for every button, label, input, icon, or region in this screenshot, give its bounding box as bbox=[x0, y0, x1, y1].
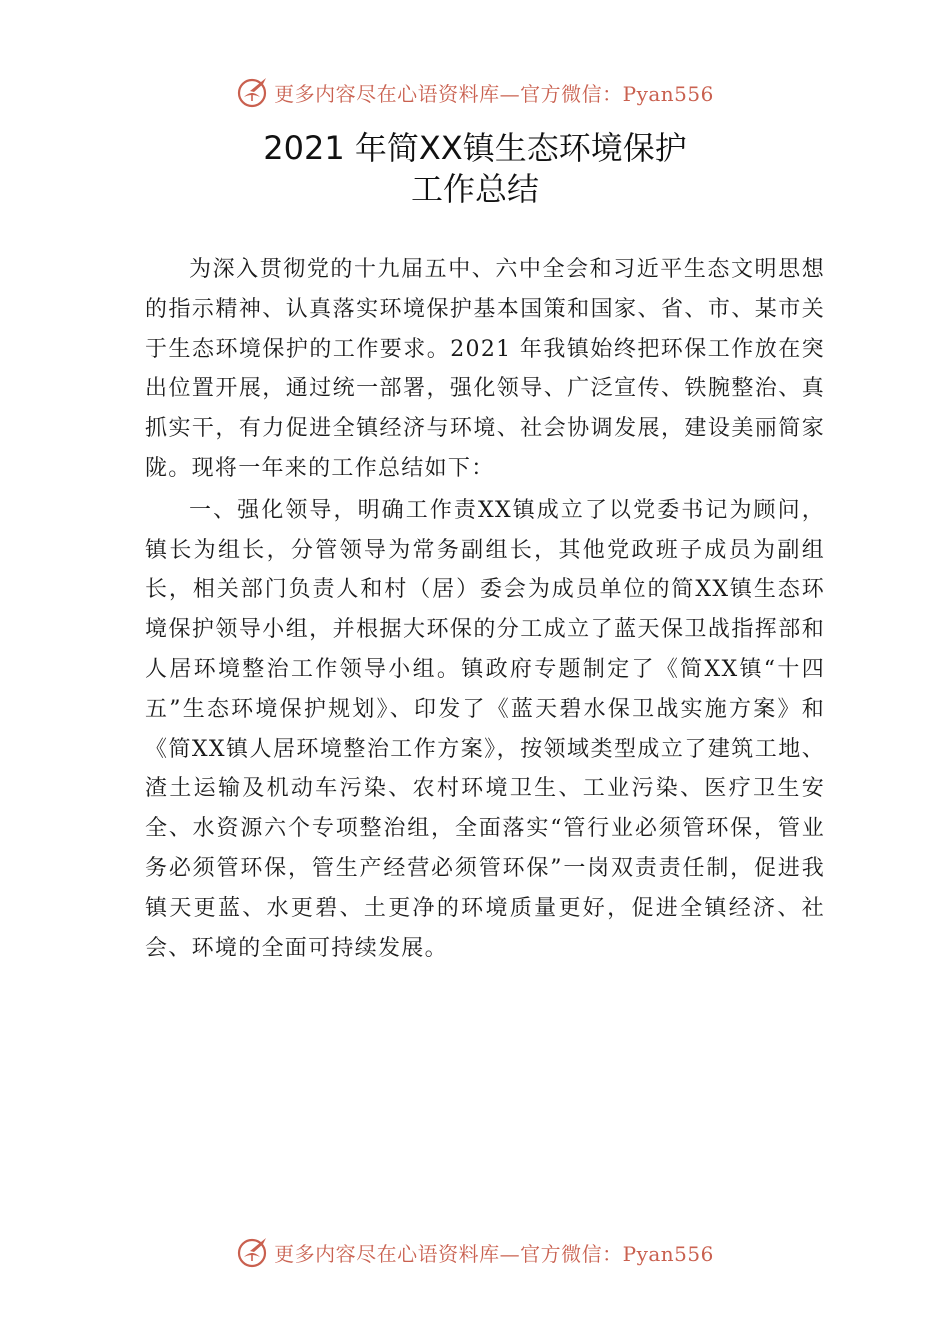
header-banner bbox=[0, 70, 950, 114]
document-title-line-1: 2021 年简XX镇生态环境保护 bbox=[263, 129, 687, 167]
book-quill-logo-icon bbox=[236, 1235, 270, 1269]
footer-banner bbox=[0, 1230, 950, 1274]
document-title-line-2: 工作总结 bbox=[410, 170, 539, 208]
banner-text: 更多内容尽在心语资料库—官方微信：Pyan556 bbox=[274, 81, 714, 106]
book-quill-logo-icon bbox=[236, 75, 270, 109]
paragraph-intro: 为深入贯彻党的十九届五中、六中全会和习近平生态文明思想的指示精神、认真落实环境保护基本国策和国家、省、市、某市关于生态环境保护的工作要求。2021 年我镇始终把环保工作放在突出位置开展，通过统一部署，强化领导、广泛宣传、铁腕整治、真抓实干，有力促进全镇经济与环境、社会协调发展，建设美丽简家陇。现将一年来的工作总结如下： bbox=[145, 257, 825, 481]
paragraph-section-1: 一、强化领导，明确工作责XX镇成立了以党委书记为顾问，镇长为组长，分管领导为常务副组长，其他党政班子成员为副组长，相关部门负责人和村（居）委会为成员单位的简XX镇生态环境保护领导小组，并根据大环保的分工成立了蓝天保卫战指挥部和人居环境整治工作领导小组。镇政府专题制定了《简XX镇“十四五”生态环境保护规划》、印发了《蓝天碧水保卫战实施方案》和《简XX镇人居环境整治工作方案》，按领域类型成立了建筑工地、渣土运输及机动车污染、农村环境卫生、工业污染、医疗卫生安全、水资源六个专项整治组，全面落实“管行业必须管环保，管业务必须管环保，管生产经营必须管环保”一岗双责责任制，促进我镇天更蓝、水更碧、土更净的环境质量更好，促进全镇经济、社会、环境的全面可持续发展。 bbox=[145, 497, 825, 961]
banner-text: 更多内容尽在心语资料库—官方微信：Pyan556 bbox=[274, 1241, 714, 1266]
document-body bbox=[145, 250, 825, 968]
